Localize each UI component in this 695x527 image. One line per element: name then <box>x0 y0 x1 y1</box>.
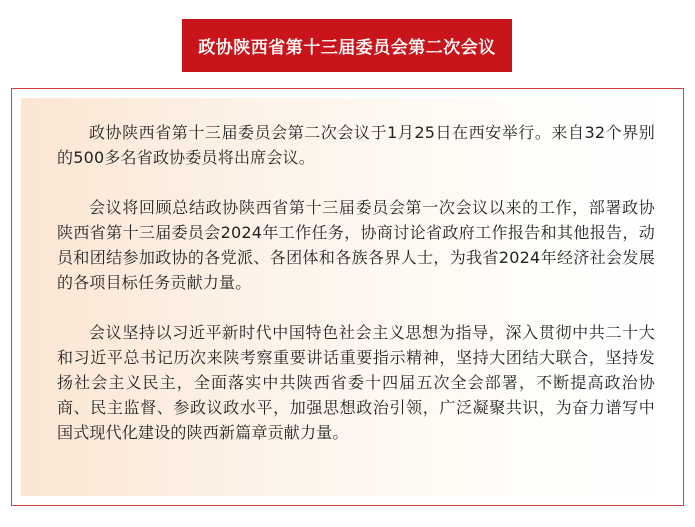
paragraph-3: 会议坚持以习近平新时代中国特色社会主义思想为指导，深入贯彻中共二十大和习近平总书记历次来陕考察重要讲话重要指示精神，坚持大团结大联合，坚持发扬社会主义民主，全面落实中共陕西省委十四届五次全会部署，不断提高政治协商、民主监督、参政议政水平，加强思想政治引领，广泛凝聚共识，为奋力谱写中国式现代化建设的陕西新篇章贡献力量。 <box>57 323 655 442</box>
paragraph-2: 会议将回顾总结政协陕西省第十三届委员会第一次会议以来的工作，部署政协陕西省第十三届委员会2024年工作任务，协商讨论省政府工作报告和其他报告，动员和团结参加政协的各党派、各团体和各族各界人士，为我省2024年经济社会发展的各项目标任务贡献力量。 <box>57 198 655 292</box>
article-title-banner <box>182 19 512 72</box>
article-body <box>57 120 655 470</box>
article-title: 政协陕西省第十三届委员会第二次会议 <box>198 38 496 58</box>
paragraph-1: 政协陕西省第十三届委员会第二次会议于1月25日在西安举行。来自32个界别的500多名省政协委员将出席会议。 <box>57 123 655 167</box>
